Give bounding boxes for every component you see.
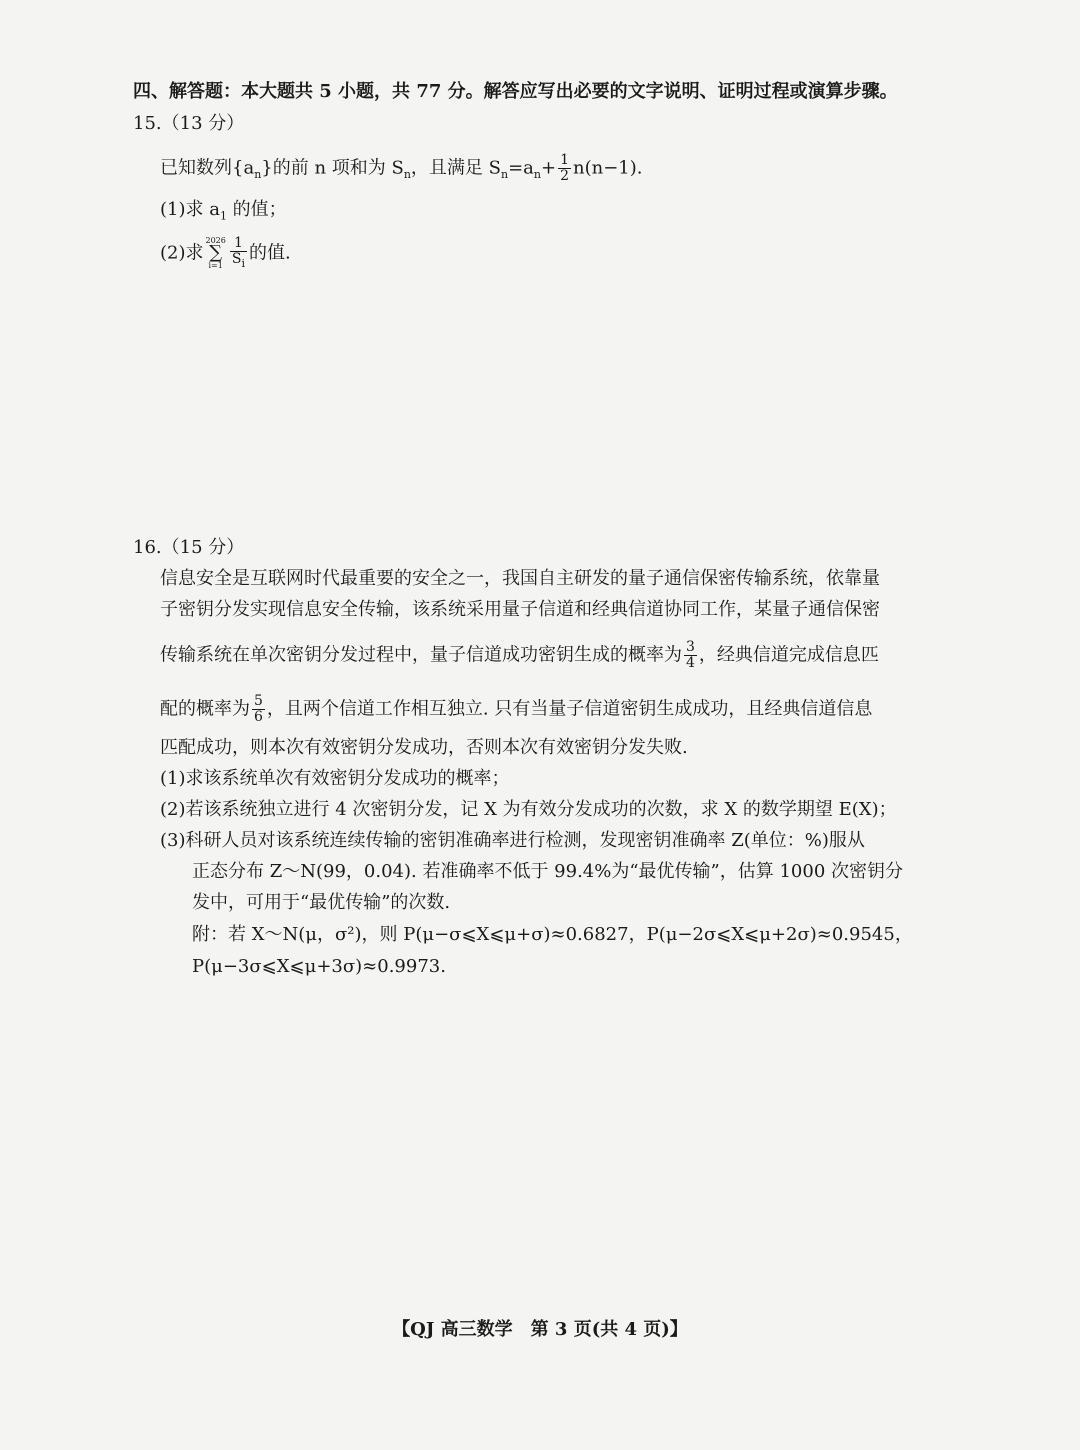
q16-line4-frac-num: 5 [254, 693, 263, 709]
q15-stem-eq: =a [508, 157, 534, 179]
q15-stem-sub-s: n [403, 168, 411, 182]
q16-line4-fraction [252, 694, 265, 725]
q16-line3 [160, 640, 879, 671]
q16-appendix-line2: P(μ−3σ⩽X⩽μ+3σ)≈0.9973. [192, 956, 446, 977]
q15-part1-pre: (1)求 a [160, 199, 220, 220]
page-footer: 【QJ 高三数学 第 3 页(共 4 页)】 [392, 1319, 688, 1340]
q16-line5: 匹配成功，则本次有效密钥分发成功，否则本次有效密钥分发失败. [160, 737, 688, 758]
q16-line2: 子密钥分发实现信息安全传输，该系统采用量子信道和经典信道协同工作，某量子通信保密 [160, 599, 880, 620]
q16-part3-line1: (3)科研人员对该系统连续传输的密钥准确率进行检测，发现密钥准确率 Z(单位：%)服从 [160, 830, 865, 851]
q15-part2-frac-den-s: S [231, 251, 242, 267]
q15-stem-mid: }的前 n 项和为 S [261, 157, 404, 179]
q16-line1: 信息安全是互联网时代最重要的安全之一，我国自主研发的量子通信保密传输系统，依靠量 [160, 568, 880, 589]
q15-part2-fraction [230, 236, 247, 271]
q15-stem-sub-a: n [254, 168, 262, 182]
q16-line3-pre: 传输系统在单次密钥分发过程中，量子信道成功密钥生成的概率为 [160, 644, 682, 666]
q15-part2-frac-den [230, 252, 247, 271]
q15-stem-frac-den: 2 [560, 168, 570, 184]
q15-part2-frac-num: 1 [230, 236, 247, 252]
section-header: 四、解答题：本大题共 5 小题，共 77 分。解答应写出必要的文字说明、证明过程或演算步骤。 [133, 81, 898, 102]
q16-line4-frac-den: 6 [254, 709, 263, 725]
q15-stem-pre: 已知数列{a [160, 157, 255, 179]
q15-stem-plus: + [541, 157, 557, 179]
q15-part2-post: 的值. [248, 242, 291, 264]
q16-line3-frac-num: 3 [686, 639, 695, 655]
q16-line4-post: ，且两个信道工作相互独立. 只有当量子信道密钥生成成功，且经典信道信息 [266, 698, 873, 720]
q16-part1: (1)求该系统单次有效密钥分发成功的概率； [160, 768, 510, 789]
q16-number: 16.（15 分） [133, 537, 245, 558]
q16-line3-post: ，经典信道完成信息匹 [698, 644, 879, 666]
q15-part1-sub: 1 [219, 209, 227, 223]
q15-part2-frac-den-sub: i [241, 256, 245, 270]
q15-part2 [160, 236, 291, 271]
q16-line4-pre: 配的概率为 [160, 698, 250, 720]
q16-part2: (2)若该系统独立进行 4 次密钥分发，记 X 为有效分发成功的次数，求 X 的数学期望 E(X)； [160, 799, 897, 820]
sum-upper: 2026 [205, 236, 226, 246]
sum-lower: i=1 [208, 261, 223, 271]
q15-stem-mid2: ，且满足 S [410, 157, 501, 179]
q15-part2-pre: (2)求 [160, 242, 204, 264]
q15-stem-end: n(n−1). [573, 157, 643, 179]
q16-line4 [160, 694, 872, 725]
q15-stem-frac-num: 1 [560, 152, 570, 168]
q15-stem-sub-s2: n [500, 168, 509, 182]
q16-appendix-line1: 附：若 X～N(μ，σ²)，则 P(μ−σ⩽X⩽μ+σ)≈0.6827，P(μ−2σ⩽X⩽μ+2σ)≈0.9545， [192, 924, 913, 945]
q15-number: 15.（13 分） [133, 113, 245, 134]
q15-part1-post: 的值； [226, 199, 287, 220]
q16-line3-frac-den: 4 [686, 655, 695, 671]
q16-part3-line3: 发中，可用于“最优传输”的次数. [192, 892, 451, 913]
q15-stem [160, 153, 643, 187]
summation [206, 236, 226, 270]
q15-part1 [160, 198, 287, 229]
q16-line3-fraction [684, 640, 697, 671]
sum-symbol: ∑ [209, 242, 223, 264]
q16-part3-line2: 正态分布 Z～N(99，0.04). 若准确率不低于 99.4%为“最优传输”，估算 1000 次密钥分 [192, 861, 904, 882]
q15-stem-fraction [558, 153, 571, 184]
q15-stem-sub-a2: n [533, 168, 541, 182]
